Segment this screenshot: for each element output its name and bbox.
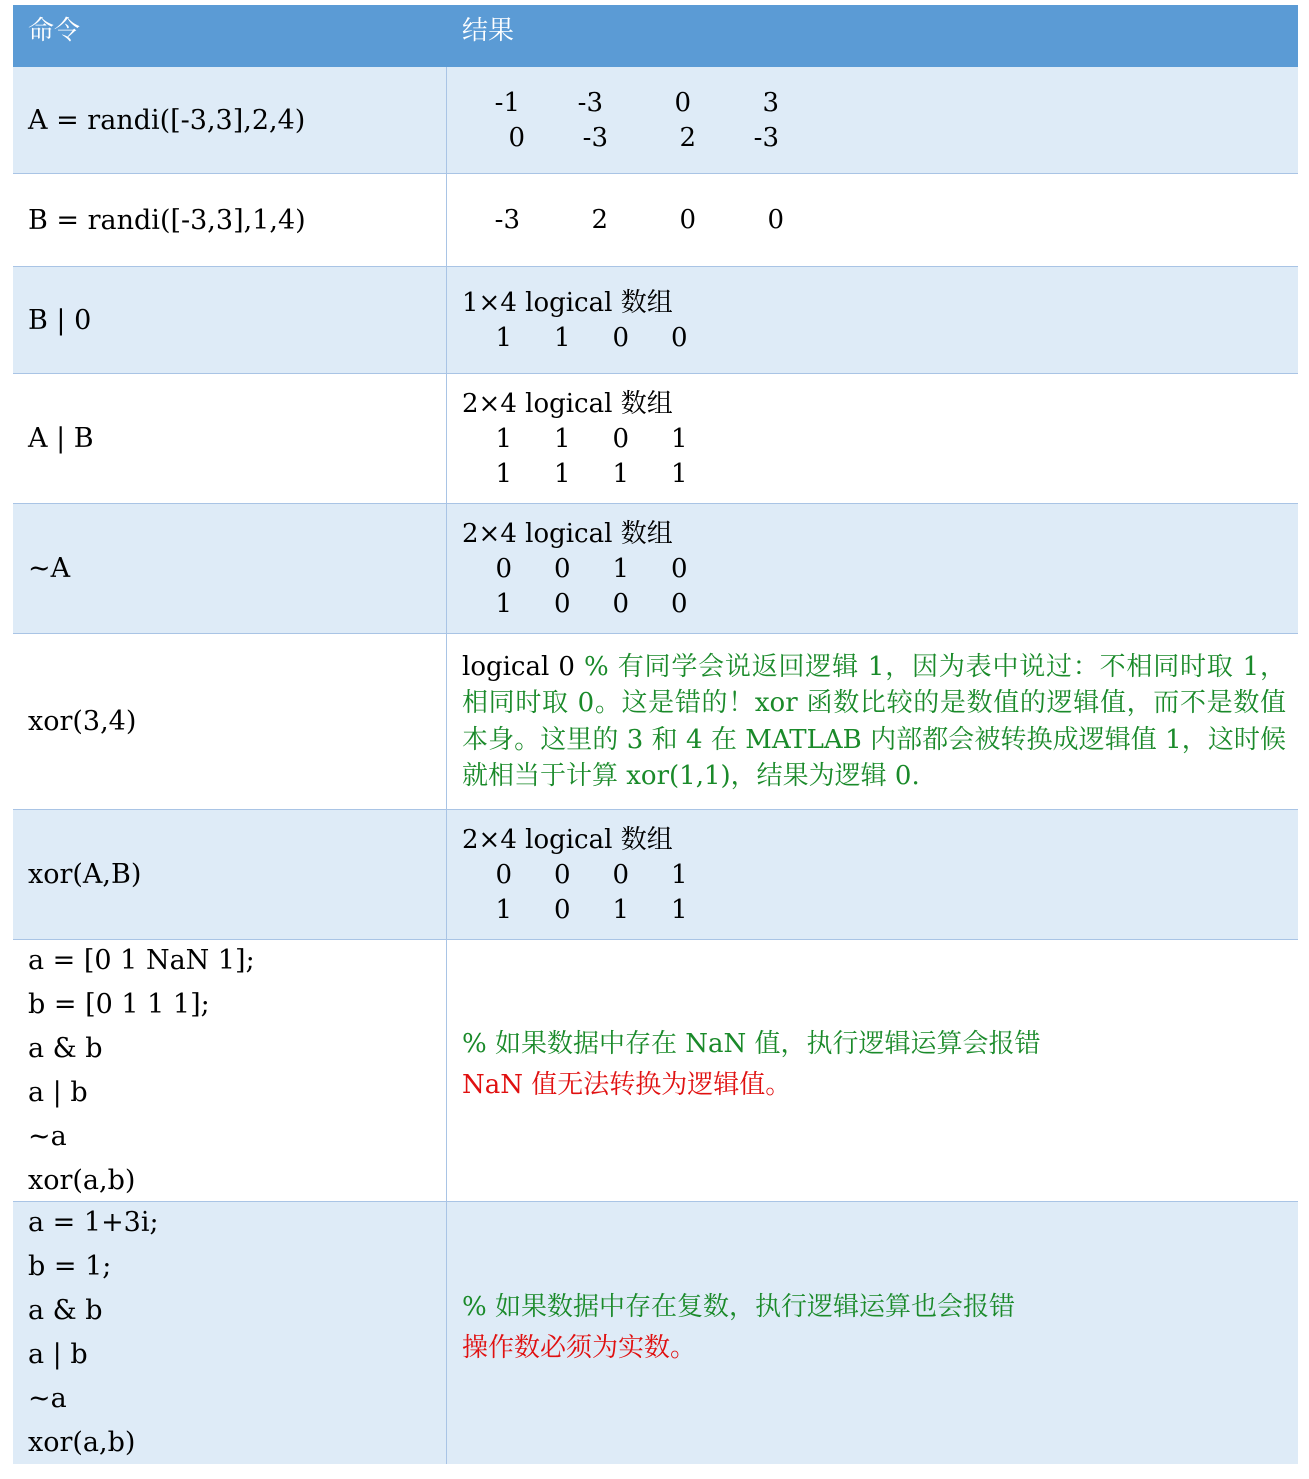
matrix-value: 1 [495,424,512,454]
table-row [13,1202,1298,1464]
result-cell [447,940,1298,1201]
table-row [13,504,1298,634]
result-cell [447,374,1298,503]
matrix-value: 2 [679,122,696,153]
matrix-value: 1 [495,895,512,925]
nan-error-message: NaN 值无法转换为逻辑值。 [462,1070,792,1100]
matrix-value: 1 [612,459,629,489]
result-cell [447,67,1298,173]
matrix-row [462,587,1298,622]
result-cell [447,810,1298,939]
command-line: b = 1; [28,1251,112,1282]
result-cell [447,634,1298,809]
matrix-value: 1 [553,323,571,353]
complex-error-message: 操作数必须为实数。 [462,1332,697,1363]
result-value: logical 0 [462,651,575,682]
matrix-value: 2 [591,205,608,235]
matrix-value: 1 [670,459,688,489]
command-cell: xor(A,B) [13,810,447,939]
matrix-value: 0 [670,589,688,619]
matrix-value: 0 [553,589,571,619]
matrix-row [462,552,1298,587]
matrix-value: 0 [495,860,512,890]
matrix-value: 0 [767,205,784,235]
table-row [13,374,1298,504]
matrix-value: 0 [670,323,688,353]
result-type-label: 2×4 logical 数组 [462,388,673,419]
matrix-row [462,457,1298,492]
table-header [13,5,1298,67]
command-line: ~a [28,1120,67,1152]
matrix-value: 1 [670,860,688,890]
matrix-value: 1 [553,424,571,454]
matrix-row [462,203,1298,238]
matrix-value: 1 [670,424,688,454]
table-row [13,67,1298,174]
matrix-value: 0 [612,589,629,619]
matrix-row [462,85,1298,120]
table-row [13,810,1298,940]
command-cell: xor(3,4) [13,634,447,809]
result-cell [447,174,1298,266]
matrix-row [462,120,1298,155]
command-line: xor(a,b) [28,1164,136,1196]
matrix-value: -3 [577,87,603,118]
matrix-value: 0 [495,554,512,584]
result-cell [447,267,1298,373]
table-row [13,940,1298,1202]
matrix-value: 0 [553,554,571,584]
matrix-row [462,422,1298,457]
matrix-value: 0 [670,554,688,584]
matrix-value: -1 [494,87,520,118]
command-cell: B = randi([-3,3],1,4) [13,174,447,266]
complex-comment: % 如果数据中存在复数，执行逻辑运算也会报错 [462,1291,1015,1322]
command-cell: A | B [13,374,447,503]
matrix-value: 3 [762,87,779,118]
table-row [13,267,1298,374]
matrix-value: 0 [612,323,629,353]
command-cell: ~A [13,504,447,633]
matrix-row [462,858,1298,893]
matrix-value: 0 [612,860,629,890]
matrix-value: -3 [582,122,608,153]
command-line: xor(a,b) [28,1427,136,1458]
matrix-value: 0 [674,87,691,118]
result-type-label: 2×4 logical 数组 [462,518,673,549]
xor-explanation [462,649,1298,795]
matrix-row [462,893,1298,928]
matrix-value: 1 [553,459,571,489]
table-row [13,634,1298,810]
logical-ops-table [13,5,1298,1464]
matrix-value: 1 [612,895,629,925]
table-row [13,174,1298,267]
header-command: 命令 [28,16,81,46]
command-line: a = [0 1 NaN 1]; [28,944,255,976]
command-line: a & b [28,1032,103,1064]
matrix-value: 1 [612,554,629,584]
command-line: b = [0 1 1 1]; [28,988,210,1020]
nan-comment: % 如果数据中存在 NaN 值，执行逻辑运算会报错 [462,1029,1041,1059]
result-cell [447,1202,1298,1464]
matrix-value: 0 [508,122,525,153]
matrix-value: 0 [553,895,571,925]
command-cell: B | 0 [13,267,447,373]
header-result: 结果 [462,16,515,46]
command-line: a = 1+3i; [28,1207,159,1238]
result-cell [447,504,1298,633]
command-cell: A = randi([-3,3],2,4) [13,67,447,173]
command-line: a | b [28,1339,88,1370]
command-cell [13,1202,447,1464]
matrix-value: 0 [553,860,571,890]
matrix-value: 0 [612,424,629,454]
matrix-value: -3 [494,205,520,235]
matrix-value: 0 [679,205,696,235]
result-type-label: 1×4 logical 数组 [462,287,673,318]
matrix-value: 1 [495,459,512,489]
result-type-label: 2×4 logical 数组 [462,824,673,855]
command-line: ~a [28,1383,67,1414]
command-line: a & b [28,1295,103,1326]
command-cell [13,940,447,1201]
matrix-row [462,321,1298,356]
matrix-value: 1 [495,323,512,353]
matrix-value: 1 [670,895,688,925]
explanation-comment: % 有同学会说返回逻辑 1，因为表中说过：不相同时取 1，相同时取 0。这是错的！xor 函数比较的是数值的逻辑值，而不是数值本身。这里的 3 和 4 在 MATLAB 内部都会被转换成逻辑值 1，这时候就相当于计算 xor(1,1)，结果为逻辑 0. [462,651,1286,791]
command-line: a | b [28,1076,88,1108]
matrix-value: -3 [753,122,779,153]
matrix-value: 1 [495,589,512,619]
